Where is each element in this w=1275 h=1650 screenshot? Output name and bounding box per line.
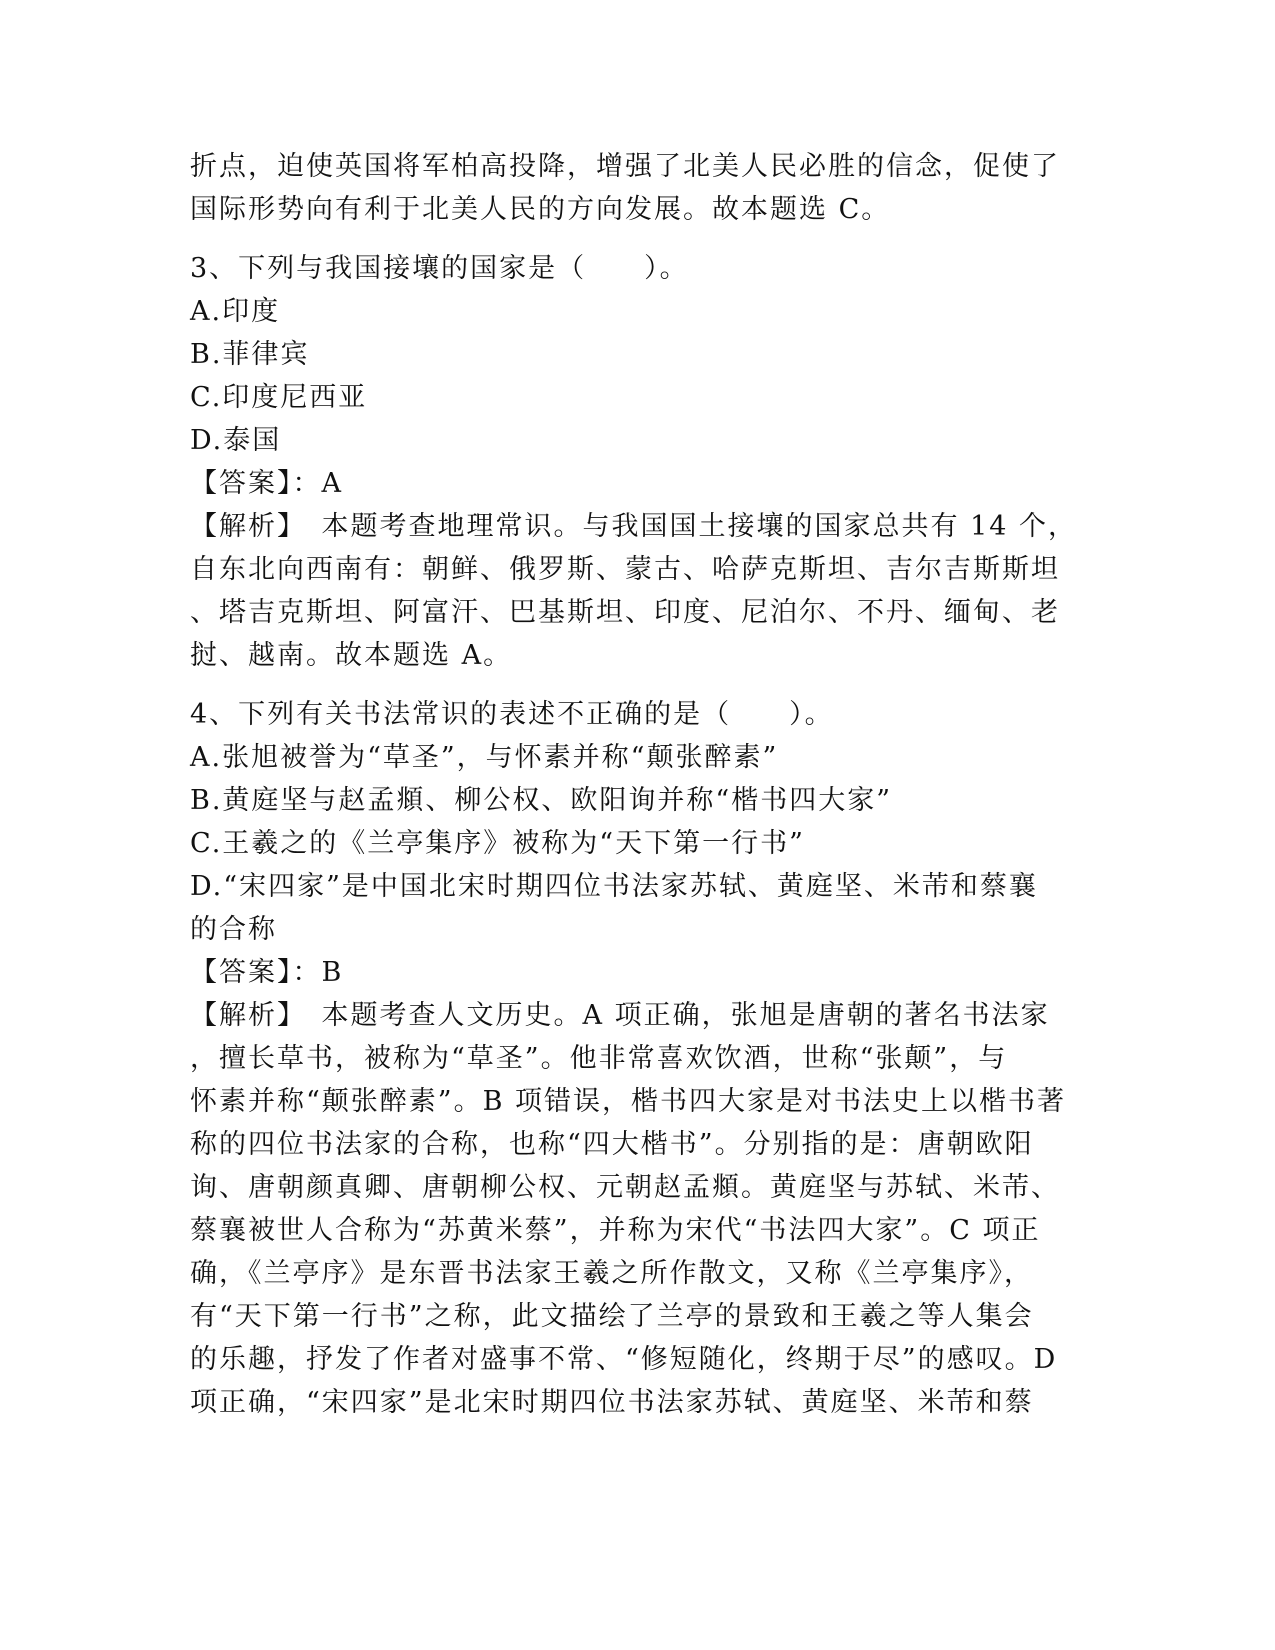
explanation-line: 怀素并称“颠张醉素”。B 项错误，楷书四大家是对书法史上以楷书著 (190, 1086, 1067, 1117)
explanation-line: 称的四位书法家的合称，也称“四大楷书”。分别指的是：唐朝欧阳 (190, 1129, 1034, 1160)
text-line: 折点，迫使英国将军柏高投降，增强了北美人民必胜的信念，促使了 (190, 151, 1060, 182)
option-a: A.张旭被誉为“草圣”，与怀素并称“颠张醉素” (190, 742, 779, 773)
option-d: D.“宋四家”是中国北宋时期四位书法家苏轼、黄庭坚、米芾和蔡襄 (190, 871, 1038, 902)
explanation-line: 项正确，“宋四家”是北宋时期四位书法家苏轼、黄庭坚、米芾和蔡 (190, 1387, 1034, 1418)
explanation-line: 挝、越南。故本题选 A。 (190, 640, 513, 671)
option-d-continued: 的合称 (190, 914, 277, 945)
question-stem: 4、下列有关书法常识的表述不正确的是（ ）。 (190, 699, 834, 730)
text-line: 国际形势向有利于北美人民的方向发展。故本题选 C。 (190, 194, 891, 225)
question-stem: 3、下列与我国接壤的国家是（ ）。 (190, 253, 689, 284)
previous-explanation-tail (190, 145, 1090, 231)
question-4 (190, 693, 1090, 1424)
option-c: C.王羲之的《兰亭集序》被称为“天下第一行书” (190, 828, 805, 859)
paragraph-gap (190, 677, 1090, 693)
paragraph-gap (190, 231, 1090, 247)
explanation-line: ，擅长草书，被称为“草圣”。他非常喜欢饮酒，世称“张颠”，与 (190, 1043, 1008, 1074)
document-page (190, 145, 1090, 1424)
explanation-line: 询、唐朝颜真卿、唐朝柳公权、元朝赵孟頫。黄庭坚与苏轼、米芾、 (190, 1172, 1060, 1203)
explanation-line: 确，《兰亭序》是东晋书法家王羲之所作散文，又称《兰亭集序》， (190, 1258, 1033, 1289)
option-c: C.印度尼西亚 (190, 382, 368, 413)
explanation-line: 【解析】 本题考查人文历史。A 项正确，张旭是唐朝的著名书法家 (190, 1000, 1050, 1031)
option-d: D.泰国 (190, 425, 282, 456)
option-b: B.黄庭坚与赵孟頫、柳公权、欧阳询并称“楷书四大家” (190, 785, 893, 816)
question-3 (190, 247, 1090, 677)
option-a: A.印度 (190, 296, 281, 327)
explanation-line: 自东北向西南有：朝鲜、俄罗斯、蒙古、哈萨克斯坦、吉尔吉斯斯坦 (190, 554, 1060, 585)
explanation-line: 、塔吉克斯坦、阿富汗、巴基斯坦、印度、尼泊尔、不丹、缅甸、老 (190, 597, 1060, 628)
option-b: B.菲律宾 (190, 339, 310, 370)
explanation-line: 蔡襄被世人合称为“苏黄米蔡”，并称为宋代“书法四大家”。C 项正 (190, 1215, 1041, 1246)
explanation-line: 有“天下第一行书”之称，此文描绘了兰亭的景致和王羲之等人集会 (190, 1301, 1034, 1332)
answer-line: 【答案】：A (190, 468, 343, 499)
answer-line: 【答案】：B (190, 957, 344, 988)
explanation-line: 【解析】 本题考查地理常识。与我国国土接壤的国家总共有 14 个， (190, 511, 1078, 542)
explanation-line: 的乐趣，抒发了作者对盛事不常、“修短随化，终期于尽”的感叹。D (190, 1344, 1058, 1375)
